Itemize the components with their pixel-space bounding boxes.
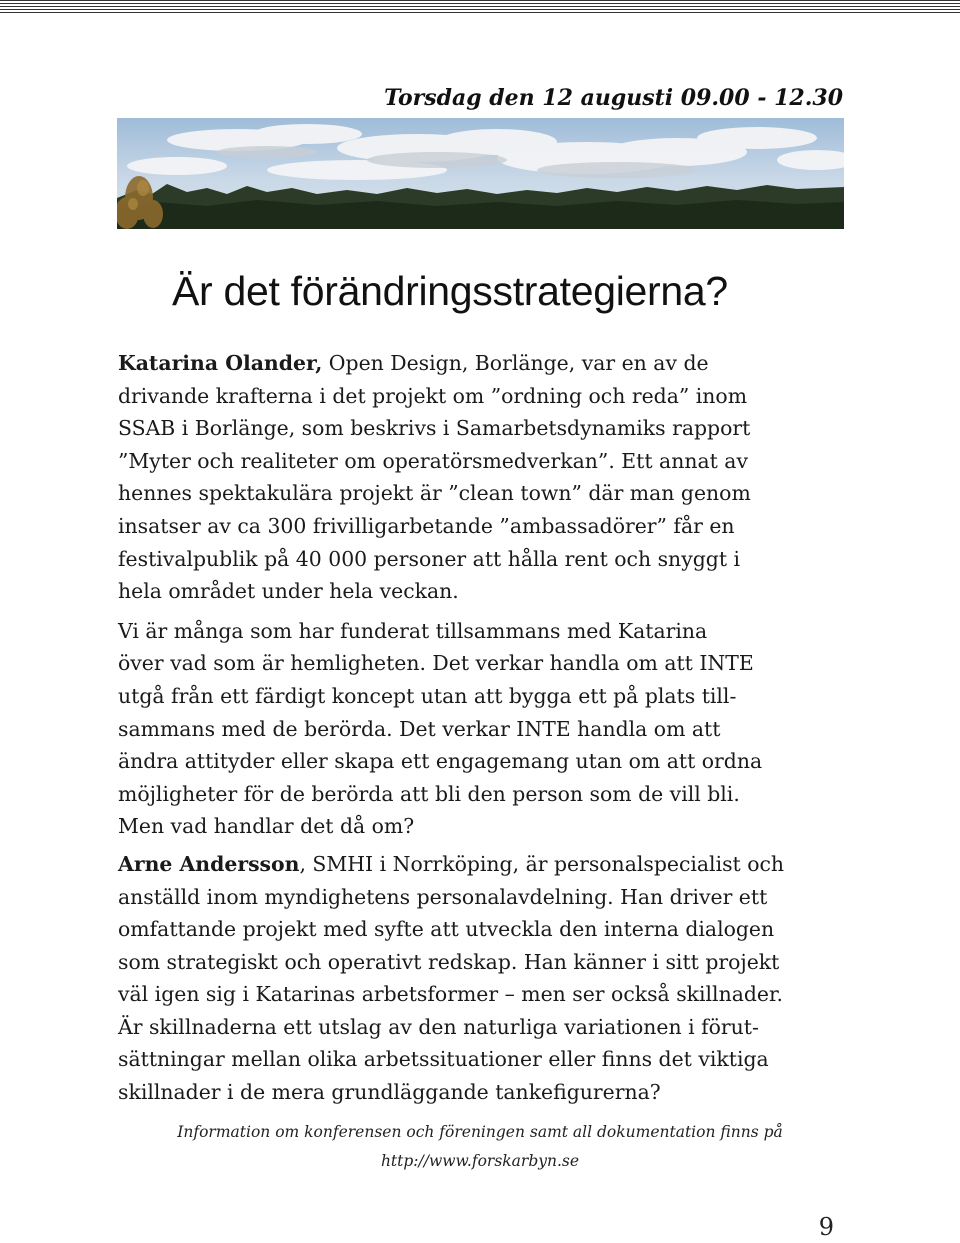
paragraph-line: ”Myter och realiteter om operatörsmedverkan”. Ett annat av — [118, 448, 748, 473]
website-link[interactable]: http://www.forskarbyn.se — [380, 1152, 580, 1170]
paragraph-line: , SMHI i Norrköping, är personalspecialist och — [299, 851, 785, 876]
paragraph-line: Men vad handlar det då om? — [118, 814, 415, 839]
info-line: Information om konferensen och föreningen samt all dokumentation finns på — [177, 1123, 783, 1141]
paragraph-line: väl igen sig i Katarinas arbetsformer – men ser också skillnader. — [118, 982, 783, 1007]
paragraph-olander — [118, 347, 844, 608]
paragraph-line: SSAB i Borlänge, som beskrivs i Samarbetsdynamiks rapport — [118, 416, 751, 441]
person-name-andersson: Arne Andersson — [118, 851, 300, 876]
paragraph-line: hela området under hela veckan. — [118, 579, 459, 604]
paragraph-line: Vi är många som har funderat tillsammans med Katarina — [118, 618, 708, 643]
landscape-photo — [117, 118, 844, 229]
header-rules — [0, 0, 960, 16]
paragraph-line: skillnader i de mera grundläggande tankefigurerna? — [118, 1080, 661, 1105]
paragraph-line: över vad som är hemligheten. Det verkar handla om att INTE — [118, 651, 754, 676]
article-body — [118, 347, 844, 1109]
paragraph-line: Är skillnaderna ett utslag av den naturliga variationen i förut- — [118, 1014, 759, 1039]
paragraph-line: som strategiskt och operativt redskap. Han känner i sitt projekt — [118, 949, 780, 974]
paragraph-line: festivalpublik på 40 000 personer att hålla rent och snyggt i — [118, 546, 741, 571]
paragraph-line: anställd inom myndighetens personalavdelning. Han driver ett — [118, 884, 768, 909]
paragraph-line: sammans med de berörda. Det verkar INTE handla om att — [118, 716, 721, 741]
page-number: 9 — [818, 1213, 834, 1241]
paragraph-line: utgå från ett färdigt koncept utan att bygga ett på plats till- — [118, 683, 737, 708]
paragraph-line: möjligheter för de berörda att bli den person som de vill bli. — [118, 781, 740, 806]
paragraph-secret — [118, 615, 844, 843]
date-line: Torsdag den 12 augusti 09.00 - 12.30 — [384, 85, 843, 111]
paragraph-line: drivande krafterna i det projekt om ”ordning och reda” inom — [118, 383, 748, 408]
paragraph-line: omfattande projekt med syfte att utveckla den interna dialogen — [118, 917, 775, 942]
paragraph-line: Open Design, Borlänge, var en av de — [322, 351, 709, 375]
paragraph-line: hennes spektakulära projekt är ”clean town” där man genom — [118, 481, 751, 506]
page-title: Är det förändringsstrategierna? — [172, 268, 728, 314]
person-name-olander: Katarina Olander, — [118, 351, 323, 375]
paragraph-andersson — [118, 848, 844, 1109]
paragraph-line: insatser av ca 300 frivilligarbetande ”ambassadörer” får en — [118, 513, 735, 538]
paragraph-line: sättningar mellan olika arbetssituationer eller finns det viktiga — [118, 1047, 769, 1072]
paragraph-line: ändra attityder eller skapa ett engagemang utan om att ordna — [118, 749, 763, 774]
